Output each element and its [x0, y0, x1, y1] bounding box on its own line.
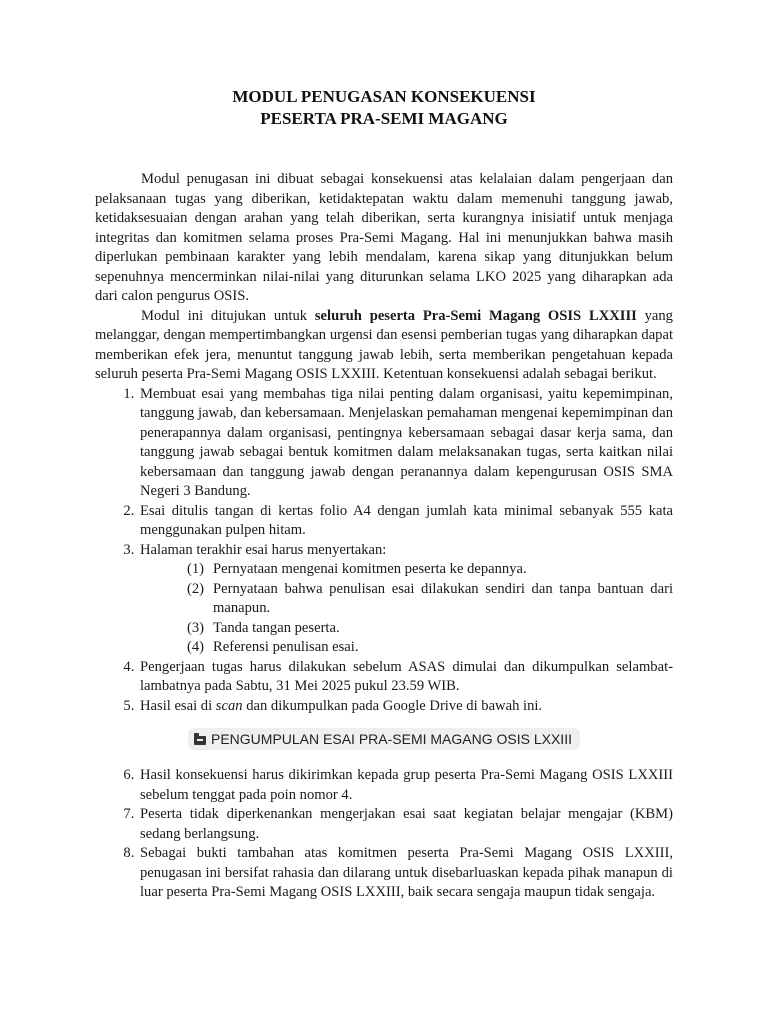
folder-icon	[194, 736, 206, 745]
document-title	[95, 86, 673, 130]
target-paragraph	[95, 307, 673, 385]
list-item-text: Hasil konsekuensi harus dikirimkan kepada grup peserta Pra-Semi Magang OSIS LXXIII sebelum tenggat pada poin nomor 4.	[140, 767, 673, 803]
list-item-text: Pengerjaan tugas harus dilakukan sebelum ASAS dimulai dan dikumpulkan selambat-lambatnya pada Sabtu, 31 Mei 2025 pukul 23.59 WIB.	[140, 658, 673, 694]
scan-italic: scan	[215, 697, 243, 714]
list-item-text: Sebagai bukti tambahan atas komitmen peserta Pra-Semi Magang OSIS LXXIII, penugasan ini bersifat rahasia dan dilarang untuk disebarluaskan kepada pihak manapun di luar peserta Pra-Semi Magang OSIS LXXIII, baik secara sengaja maupun tidak sengaja.	[140, 845, 673, 900]
list-item-text-after: dan dikumpulkan pada Google Drive di bawah ini.	[242, 697, 543, 714]
google-drive-folder-chip[interactable]	[188, 728, 580, 750]
list-item-8	[138, 844, 673, 903]
list-item-text-before: Hasil esai di	[140, 697, 216, 714]
sub-item-number: (1)	[187, 561, 205, 577]
sub-item-2	[187, 580, 673, 619]
sub-item-1	[187, 560, 673, 580]
list-item-6	[138, 766, 673, 805]
requirements-list	[95, 385, 673, 717]
sub-item-4	[187, 638, 673, 658]
target-text-after: yang melanggar, dengan mempertimbangkan urgensi dan esensi pemberian tugas yang diharapkan dapat memberikan efek jera, menuntut tanggung jawab lebih, serta memberikan pengetahuan kepada seluruh peserta Pra-Semi Magang OSIS LXXIII. Ketentuan konsekuensi adalah sebagai berikut.	[95, 307, 673, 382]
intro-paragraph: Modul penugasan ini dibuat sebagai konsekuensi atas kelalaian dalam pengerjaan dan pelaksanaan tugas yang diberikan, ketidaktepatan waktu dalam memenuhi tanggung jawab, ketidaksesuaian dengan arahan yang telah diberikan, serta kurangnya inisiatif untuk menjaga integritas dan komitmen selama proses Pra-Semi Magang. Hal ini menunjukkan bahwa masih diperlukan pembinaan karakter yang lebih mendalam, karena sikap yang ditunjukkan belum sepenuhnya mencerminkan nilai-nilai yang diturunkan selama LKO 2025 yang diharapkan ada dari calon pengurus OSIS.	[95, 171, 673, 304]
sub-item-number: (2)	[187, 580, 205, 597]
sub-item-text: Pernyataan mengenai komitmen peserta ke depannya.	[213, 561, 527, 577]
document-page	[95, 86, 673, 903]
list-item-2	[138, 502, 673, 541]
sub-item-3	[187, 619, 673, 639]
list-item-text: Peserta tidak diperkenankan mengerjakan esai saat kegiatan belajar mengajar (KBM) sedang berlangsung.	[140, 806, 673, 842]
title-line-2: PESERTA PRA-SEMI MAGANG	[260, 109, 508, 128]
sub-item-text: Pernyataan bahwa penulisan esai dilakukan sendiri dan tanpa bantuan dari manapun.	[213, 580, 673, 616]
list-item-5	[138, 697, 673, 717]
sub-item-text: Referensi penulisan esai.	[213, 639, 359, 655]
drive-folder-label: PENGUMPULAN ESAI PRA-SEMI MAGANG OSIS LXXIII	[211, 731, 572, 747]
sub-item-number: (3)	[187, 619, 205, 636]
list-item-text: Halaman terakhir esai harus menyertakan:	[140, 541, 387, 558]
drive-link-row	[95, 728, 673, 750]
final-page-requirements-list	[140, 560, 673, 658]
sub-item-text: Tanda tangan peserta.	[213, 619, 340, 636]
list-item-3	[138, 541, 673, 658]
target-text-before: Modul ini ditujukan untuk	[141, 307, 315, 324]
list-item-text: Esai ditulis tangan di kertas folio A4 dengan jumlah kata minimal sebanyak 555 kata menggunakan pulpen hitam.	[140, 502, 673, 538]
list-item-1	[138, 385, 673, 502]
sub-item-number: (4)	[187, 639, 205, 655]
additional-rules-list	[95, 766, 673, 903]
target-audience-bold: seluruh peserta Pra-Semi Magang OSIS LXXIII	[314, 307, 637, 324]
title-line-1: MODUL PENUGASAN KONSEKUENSI	[232, 87, 536, 106]
list-item-text: Membuat esai yang membahas tiga nilai penting dalam organisasi, yaitu kepemimpinan, tanggung jawab, dan kebersamaan. Menjelaskan pemahaman mengenai kepemimpinan dan penerapannya dalam organisasi, pentingnya kebersamaan sebagai dasar kerja sama, dan tanggung jawab sebagai bentuk komitmen dalam melaksanakan tugas, serta kaitkan nilai kebersamaan dan tanggung jawab dengan peranannya dalam kepengurusan OSIS SMA Negeri 3 Bandung.	[140, 385, 673, 499]
list-item-4	[138, 658, 673, 697]
list-item-7	[138, 805, 673, 844]
